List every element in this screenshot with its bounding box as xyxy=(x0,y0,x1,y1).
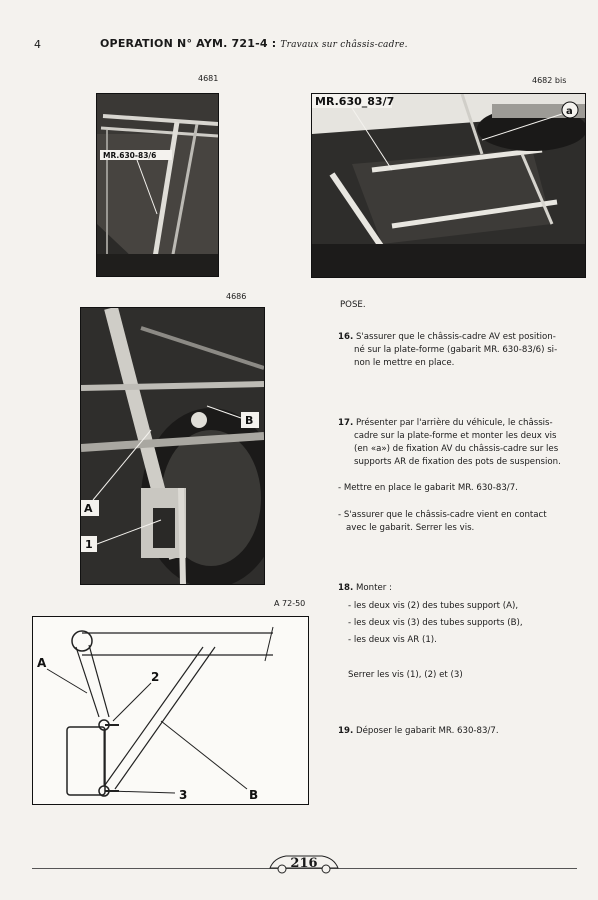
callout-b-fig4: B xyxy=(249,788,259,802)
operation-subtitle: Travaux sur châssis-cadre. xyxy=(280,40,408,50)
callout-1-fig3: 1 xyxy=(85,538,93,551)
photo-4681 xyxy=(96,93,219,277)
step-18-item-1: - les deux vis (2) des tubes support (A), xyxy=(348,601,519,611)
callout-a: a xyxy=(566,106,573,117)
photo-4686 xyxy=(80,307,265,585)
step-16-line-2: né sur la plate-forme (gabarit MR. 630-83/6) si- xyxy=(354,345,558,355)
step-17-bullet-1: - Mettre en place le gabarit MR. 630-83/7. xyxy=(338,483,518,493)
step-17-bullet-2 xyxy=(338,509,588,535)
step-18-item-2: - les deux vis (3) des tubes supports (B), xyxy=(348,618,523,628)
step-19-number: 19. xyxy=(338,726,354,736)
callout-a-fig4: A xyxy=(37,656,47,670)
step-17-number: 17. xyxy=(338,418,354,428)
step-17-line-3: (en «a») de fixation AV du châssis-cadre sur les xyxy=(354,444,559,454)
operation-title xyxy=(100,37,408,50)
figure-code-4686: 4686 xyxy=(226,292,247,301)
page-number: 4 xyxy=(34,38,41,51)
callout-a-fig3: A xyxy=(84,502,93,515)
step-17-bullet-2-line-1: - S'assurer que le châssis-cadre vient en contact xyxy=(338,510,547,520)
step-16 xyxy=(338,331,588,370)
tag-mr-630-83-7: MR.630_83/7 xyxy=(315,95,395,108)
step-17-line-4: supports AR de fixation des pots de suspension. xyxy=(354,457,561,467)
step-18-item-3: - les deux vis AR (1). xyxy=(348,635,437,645)
figure-code-4681: 4681 xyxy=(198,74,219,83)
step-17-line-2: cadre sur la plate-forme et monter les deux vis xyxy=(354,431,557,441)
section-heading-pose: POSE. xyxy=(340,300,366,310)
figure-code-a72-50: A 72-50 xyxy=(274,599,306,608)
callout-b-fig3: B xyxy=(245,414,254,427)
step-16-line-1: S'assurer que le châssis-cadre AV est position- xyxy=(355,332,556,342)
step-18-tighten: Serrer les vis (1), (2) et (3) xyxy=(348,670,463,680)
step-17 xyxy=(338,417,588,469)
step-18-line-1: Monter : xyxy=(355,583,392,593)
step-16-number: 16. xyxy=(338,332,354,342)
step-17-line-1: Présenter par l'arrière du véhicule, le châssis- xyxy=(355,418,553,428)
operation-code: OPERATION N° AYM. 721-4 : xyxy=(100,37,277,50)
figure-code-4682-bis: 4682 bis xyxy=(532,76,567,85)
step-19 xyxy=(338,725,499,738)
tag-mr-630-83-6: MR.630-83/6 xyxy=(103,151,157,160)
callout-3-fig4: 3 xyxy=(179,788,188,802)
step-18-number: 18. xyxy=(338,583,354,593)
callout-2-fig4: 2 xyxy=(151,670,160,684)
footer-page-number: 216 xyxy=(290,856,318,871)
step-17-bullet-2-line-2: avec le gabarit. Serrer les vis. xyxy=(346,523,475,533)
photo-4682-bis xyxy=(311,93,586,278)
step-16-line-3: non le mettre en place. xyxy=(354,358,455,368)
step-19-line-1: Déposer le gabarit MR. 630-83/7. xyxy=(355,726,499,736)
step-18 xyxy=(338,582,392,595)
drawing-a72-50 xyxy=(32,616,309,805)
